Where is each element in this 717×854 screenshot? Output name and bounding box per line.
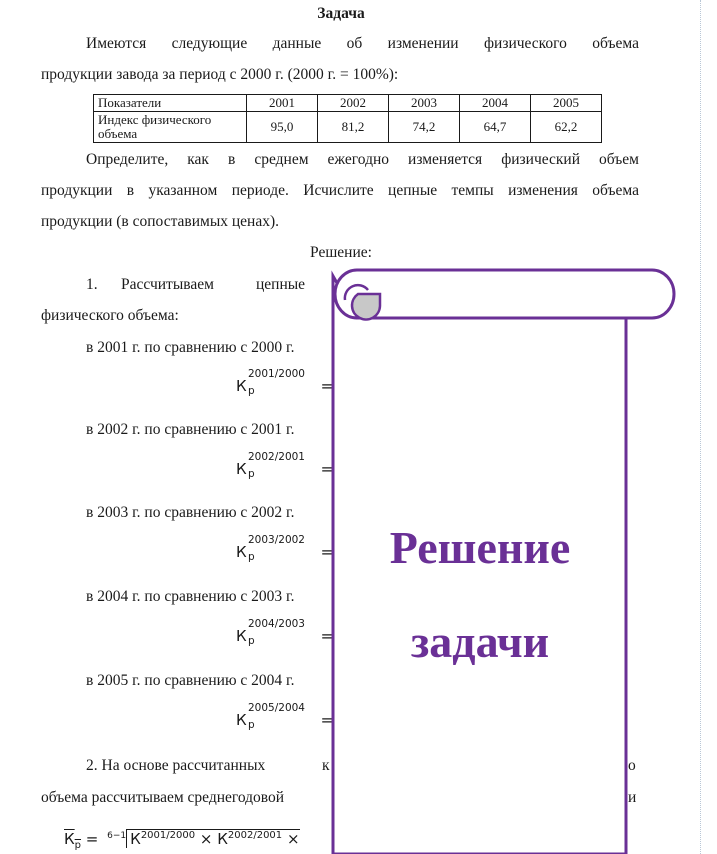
k-letter: К [64, 830, 75, 848]
step2-line-1: 2. На основе рассчитанных [86, 757, 266, 774]
overlay-title-line-2: задачи [410, 616, 550, 667]
table-value-2005: 62,2 [531, 112, 602, 143]
equals-sign: = [320, 377, 334, 395]
table-value-2001: 95,0 [247, 112, 318, 143]
table-value-2002: 81,2 [318, 112, 389, 143]
equals-sign: = [320, 711, 334, 729]
equals-sign: = [320, 460, 334, 478]
table-row-label-line-2: объема [98, 126, 138, 141]
equals-sign: = [85, 830, 99, 848]
scroll-top-roll [335, 270, 674, 318]
equals-sign: = [320, 627, 334, 645]
k-subscript: р [248, 635, 255, 647]
comparison-2005-text: в 2005 г. по сравнению с 2004 г. [86, 672, 295, 689]
step2-line-2: объема рассчитываем среднегодовой [41, 789, 285, 806]
comparison-2001-text: в 2001 г. по сравнению с 2000 г. [86, 339, 295, 356]
step1-line-2: физического объема: [41, 307, 179, 324]
k-subscript: р [248, 719, 255, 731]
k-letter: К [217, 830, 228, 848]
k-letter: К [236, 460, 247, 478]
k-subscript: р [248, 385, 255, 397]
times-sign: × [286, 830, 300, 848]
step2-line-1-cut: к [322, 757, 330, 774]
table-header-label: Показатели [94, 95, 247, 112]
k-subscript: р [248, 468, 255, 480]
k-letter: К [130, 830, 141, 848]
k-letter: К [236, 377, 247, 395]
k-subscript: р [248, 551, 255, 563]
table-value-2004: 64,7 [460, 112, 531, 143]
question-line-3: продукции (в сопоставимых ценах). [41, 213, 280, 230]
k-subscript: р [74, 840, 82, 851]
k-superscript: 2002/2001 [227, 830, 283, 841]
root-index: 6−1 [107, 831, 127, 841]
comparison-2003-text: в 2003 г. по сравнению с 2002 г. [86, 504, 295, 521]
intro-line-2: продукции завода за период с 2000 г. (2000 г. = 100%): [41, 66, 399, 83]
comparison-2002-text: в 2002 г. по сравнению с 2001 г. [86, 421, 295, 438]
step1-number: 1. [86, 276, 98, 293]
scroll-curl [352, 294, 380, 319]
question-line-1: Определите, как в среднем ежегодно изменяется физический объем [86, 151, 639, 168]
table-year-2002: 2002 [318, 95, 389, 112]
k-superscript: 2001/2000 [140, 830, 196, 841]
equals-sign: = [320, 543, 334, 561]
intro-line-1: Имеются следующие данные об изменении физического объема [86, 35, 639, 52]
table-year-2003: 2003 [389, 95, 460, 112]
k-superscript: 2003/2002 [248, 534, 305, 546]
solution-heading: Решение: [310, 244, 372, 261]
page-edge [700, 0, 717, 854]
step1-word-1: Рассчитываем [121, 276, 214, 293]
k-letter: К [236, 627, 247, 645]
k-letter: К [236, 543, 247, 561]
task-title: Задача [317, 5, 365, 22]
table-year-2004: 2004 [460, 95, 531, 112]
table-year-2001: 2001 [247, 95, 318, 112]
table-year-2005: 2005 [531, 95, 602, 112]
step1-word-2: цепные [256, 276, 306, 293]
k-superscript: 2002/2001 [248, 451, 305, 463]
k-superscript: 2001/2000 [248, 368, 305, 380]
k-letter: К [236, 711, 247, 729]
table-value-2003: 74,2 [389, 112, 460, 143]
step2-line-2-end: и [628, 789, 637, 806]
overlay-title-line-1: Решение [389, 522, 571, 573]
k-superscript: 2005/2004 [248, 702, 305, 714]
times-sign: × [199, 830, 213, 848]
question-line-2: продукции в указанном периоде. Исчислите цепные темпы изменения объема [41, 182, 639, 199]
step2-line-1-end: о [628, 757, 636, 774]
table-row-label-line-1: Индекс физического [98, 112, 212, 127]
comparison-2004-text: в 2004 г. по сравнению с 2003 г. [86, 588, 295, 605]
k-superscript: 2004/2003 [248, 618, 305, 630]
